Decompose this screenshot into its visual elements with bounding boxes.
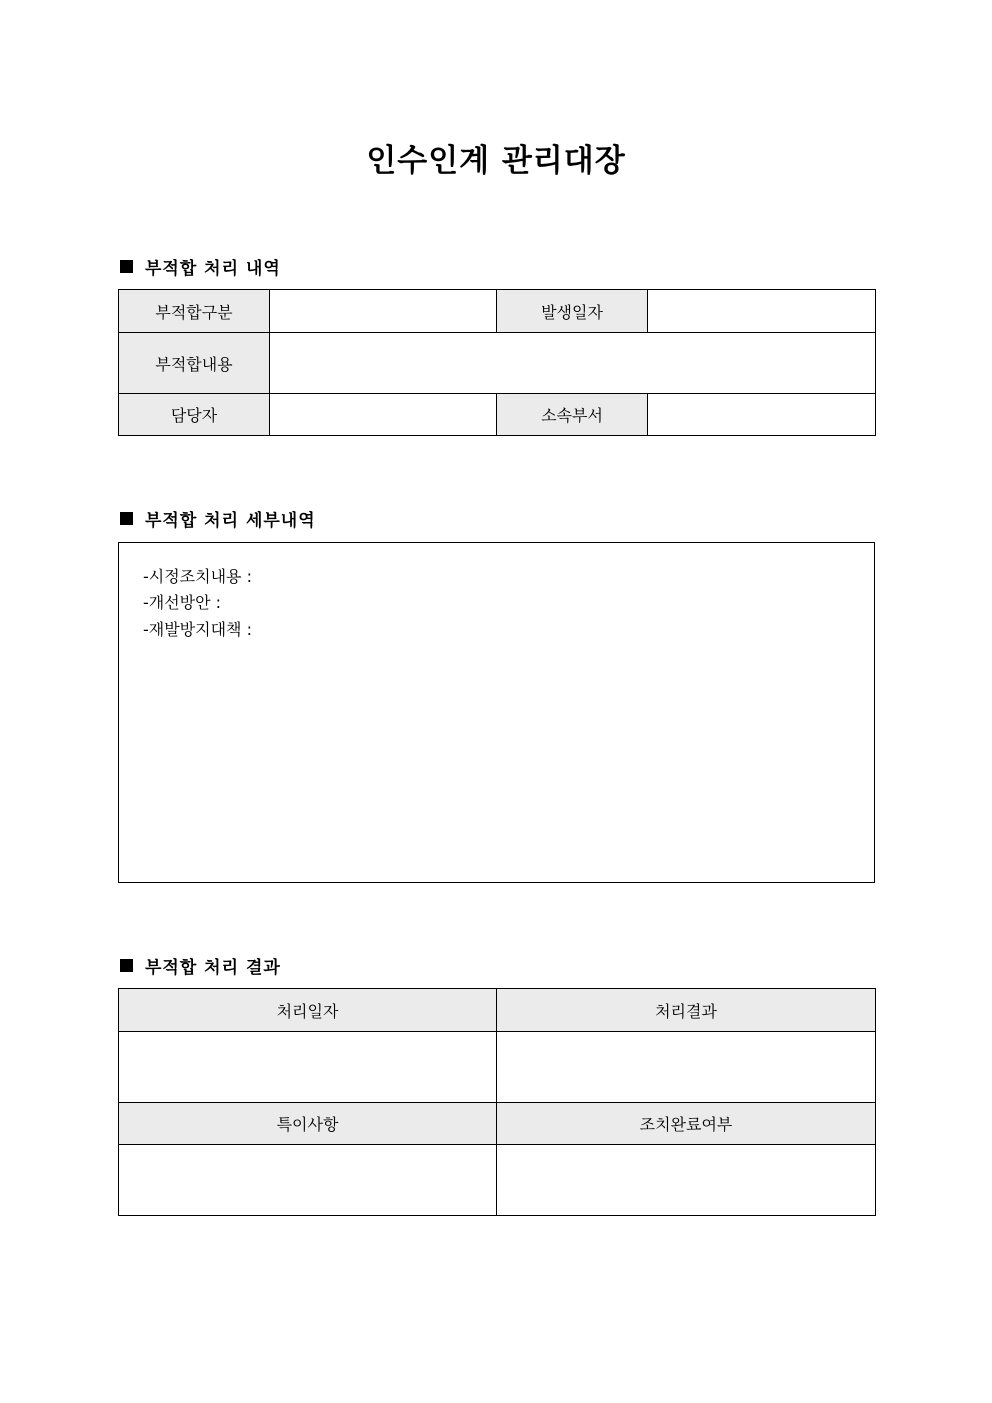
page-title: 인수인계 관리대장 bbox=[366, 143, 626, 179]
section-heading-nonconformity bbox=[120, 254, 281, 279]
category-field[interactable] bbox=[270, 290, 497, 333]
process-result-label: 처리결과 bbox=[497, 989, 876, 1032]
table-row bbox=[119, 989, 876, 1032]
occurrence-date-field[interactable] bbox=[648, 290, 876, 333]
square-bullet-icon bbox=[120, 260, 133, 273]
process-result-field[interactable] bbox=[497, 1032, 876, 1103]
section-heading-label: 부적합 처리 내역 bbox=[145, 259, 281, 279]
details-box[interactable] bbox=[118, 542, 875, 883]
table-row bbox=[119, 333, 876, 394]
recurrence-prevention-line: -재발방지대책 : bbox=[143, 620, 252, 639]
table-row bbox=[119, 394, 876, 436]
section-heading-label: 부적합 처리 결과 bbox=[145, 958, 281, 978]
process-date-label: 처리일자 bbox=[119, 989, 497, 1032]
square-bullet-icon bbox=[120, 959, 133, 972]
content-field[interactable] bbox=[270, 333, 876, 394]
department-field[interactable] bbox=[648, 394, 876, 436]
table-row bbox=[119, 1145, 876, 1216]
result-table bbox=[118, 988, 876, 1216]
person-in-charge-label: 담당자 bbox=[119, 394, 270, 436]
remarks-field[interactable] bbox=[119, 1145, 497, 1216]
content-label: 부적합내용 bbox=[119, 333, 270, 394]
completion-label: 조치완료여부 bbox=[497, 1103, 876, 1145]
table-row bbox=[119, 1103, 876, 1145]
section-heading-details bbox=[120, 506, 316, 531]
category-label: 부적합구분 bbox=[119, 290, 270, 333]
table-row bbox=[119, 290, 876, 333]
department-label: 소속부서 bbox=[497, 394, 648, 436]
process-date-field[interactable] bbox=[119, 1032, 497, 1103]
section-heading-result bbox=[120, 953, 281, 978]
completion-field[interactable] bbox=[497, 1145, 876, 1216]
corrective-action-line: -시정조치내용 : bbox=[143, 567, 252, 586]
section-heading-label: 부적합 처리 세부내역 bbox=[145, 511, 316, 531]
improvement-plan-line: -개선방안 : bbox=[143, 593, 222, 612]
person-in-charge-field[interactable] bbox=[270, 394, 497, 436]
square-bullet-icon bbox=[120, 512, 133, 525]
occurrence-date-label: 발생일자 bbox=[497, 290, 648, 333]
nonconformity-table bbox=[118, 289, 876, 436]
table-row bbox=[119, 1032, 876, 1103]
remarks-label: 특이사항 bbox=[119, 1103, 497, 1145]
